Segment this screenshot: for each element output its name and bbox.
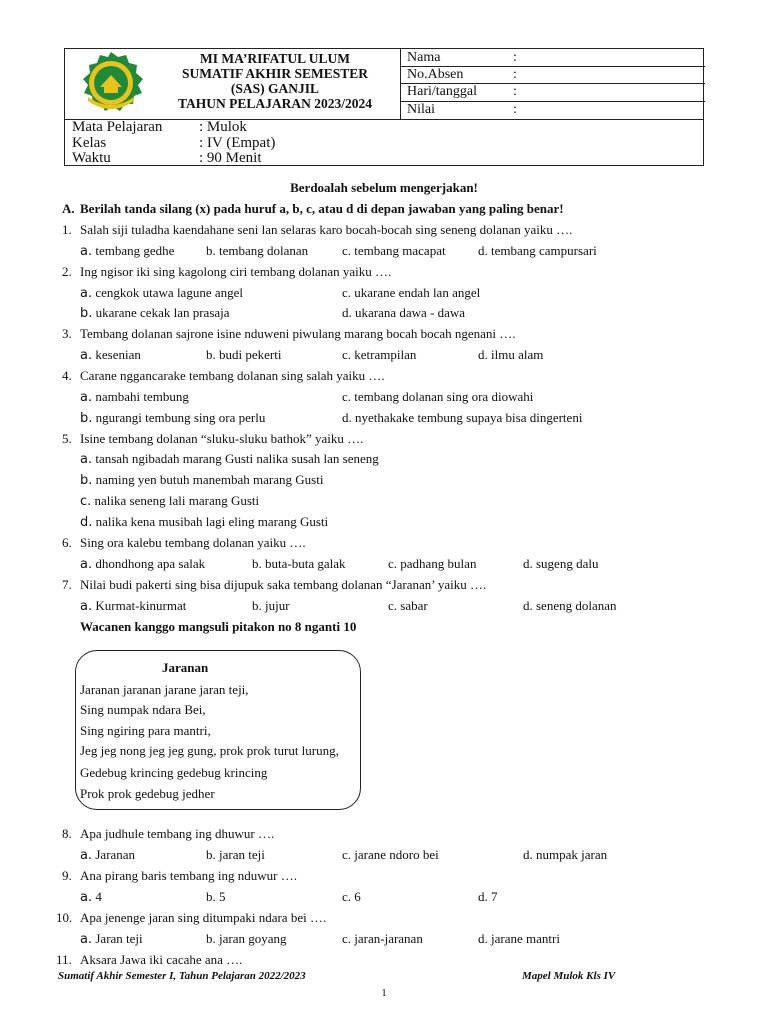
question-number: 3. xyxy=(62,326,72,341)
poem-title: Jaranan xyxy=(162,660,209,675)
academic-year: TAHUN PELAJARAN 2023/2024 xyxy=(177,96,372,111)
option-b[interactable]: b. buta-buta galak xyxy=(252,556,346,571)
option-text: Jaranan xyxy=(95,847,136,862)
option-b[interactable]: b. tembang dolanan xyxy=(206,243,309,258)
option-d[interactable]: d. sugeng dalu xyxy=(523,556,599,571)
option-d[interactable]: d. nyethakake tembung supaya bisa dingerteni xyxy=(342,410,583,425)
option-b[interactable] xyxy=(80,472,323,488)
option-letter: b. xyxy=(80,473,93,488)
reading-instruction: Wacanen kanggo mangsuli pitakon no 8 nganti 10 xyxy=(80,619,357,634)
question-text: Tembang dolanan sajrone isine nduweni piwulang marang bocah bocah ngenani …. xyxy=(80,326,516,341)
option-d[interactable]: d. ukarana dawa - dawa xyxy=(342,305,466,320)
question-number: 6. xyxy=(62,535,72,550)
section-a-letter: A. xyxy=(62,201,75,216)
option-a[interactable] xyxy=(80,598,186,614)
question-number: 2. xyxy=(62,264,72,279)
absen-field[interactable]: : xyxy=(513,67,517,82)
option-letter: b. xyxy=(80,306,93,321)
option-text: tansah ngibadah marang Gusti nalika susah lan seneng xyxy=(95,451,379,466)
date-field[interactable]: : xyxy=(513,84,517,99)
option-b[interactable] xyxy=(80,410,265,426)
option-text: ngurangi tembung sing ora perlu xyxy=(95,410,266,425)
option-a[interactable] xyxy=(80,931,143,947)
class-label: Kelas xyxy=(72,135,107,151)
option-letter: a. xyxy=(80,557,93,572)
option-text: nambahi tembung xyxy=(95,389,189,404)
exam-title-line2: (SAS) GANJIL xyxy=(230,81,320,96)
subject-label: Mata Pelajaran xyxy=(72,119,163,135)
footer-right: Mapel Mulok Kls IV xyxy=(522,970,616,982)
option-letter: a. xyxy=(80,244,93,259)
school-logo xyxy=(74,51,148,115)
option-d[interactable]: d. ilmu alam xyxy=(478,347,544,362)
option-c[interactable] xyxy=(80,493,259,509)
question-number: 5. xyxy=(62,431,72,446)
option-letter: a. xyxy=(80,890,93,905)
option-a[interactable] xyxy=(80,847,135,863)
option-a[interactable] xyxy=(80,889,102,905)
question-number: 1. xyxy=(62,222,72,237)
option-c[interactable]: c. ukarane endah lan angel xyxy=(342,285,481,300)
question-number: 9. xyxy=(62,868,72,883)
time-value: : 90 Menit xyxy=(199,150,262,166)
school-heading xyxy=(150,51,400,111)
question-text: Salah siji tuladha kaendahane seni lan selaras karo bocah-bocah sing seneng dolanan yaiku …. xyxy=(80,222,573,237)
option-letter: a. xyxy=(80,599,93,614)
question-text: Nilai budi pakerti sing bisa dijupuk saka tembang dolanan “Jaranan’ yaiku …. xyxy=(80,577,487,592)
option-text: ukarane cekak lan prasaja xyxy=(95,305,230,320)
option-d[interactable]: d. numpak jaran xyxy=(523,847,608,862)
question-text: Ing ngisor iki sing kagolong ciri tembang dolanan yaiku …. xyxy=(80,264,392,279)
option-b[interactable]: b. jaran teji xyxy=(206,847,265,862)
option-a[interactable] xyxy=(80,556,205,572)
poem-line: Jaranan jaranan jarane jaran teji, xyxy=(80,682,249,697)
exam-header-table xyxy=(64,48,704,166)
poem-line: Sing ngiring para mantri, xyxy=(80,723,211,738)
option-c[interactable]: c. ketrampilan xyxy=(342,347,417,362)
option-b[interactable] xyxy=(80,305,230,321)
option-d[interactable]: d. 7 xyxy=(478,889,498,904)
score-field[interactable]: : xyxy=(513,102,517,117)
option-d[interactable] xyxy=(80,514,328,530)
option-a[interactable] xyxy=(80,451,379,467)
option-text: Kurmat-kinurmat xyxy=(95,598,187,613)
time-label: Waktu xyxy=(72,150,111,166)
option-text: naming yen butuh manembah marang Gusti xyxy=(95,472,324,487)
option-letter: a. xyxy=(80,932,93,947)
option-c[interactable]: c. tembang dolanan sing ora diowahi xyxy=(342,389,534,404)
option-c[interactable]: c. sabar xyxy=(388,598,428,613)
option-d[interactable]: d. seneng dolanan xyxy=(523,598,617,613)
option-letter: a. xyxy=(80,390,93,405)
option-letter: d. xyxy=(80,515,93,530)
option-c[interactable]: c. 6 xyxy=(342,889,361,904)
question-text: Isine tembang dolanan “sluku-sluku bathok” yaiku …. xyxy=(80,431,364,446)
name-label: Nama xyxy=(407,50,441,65)
option-b[interactable]: b. budi pekerti xyxy=(206,347,282,362)
school-name: MI MA’RIFATUL ULUM xyxy=(200,51,350,66)
question-text: Ana pirang baris tembang ing nduwur …. xyxy=(80,868,297,883)
header-divider xyxy=(400,49,401,119)
class-value: : IV (Empat) xyxy=(199,135,276,151)
option-b[interactable]: b. jaran goyang xyxy=(206,931,287,946)
option-d[interactable]: d. jarane mantri xyxy=(478,931,560,946)
poem-line: Sing numpak ndara Bei, xyxy=(80,702,206,717)
question-text: Apa jenenge jaran sing ditumpaki ndara bei …. xyxy=(80,910,327,925)
question-text: Carane nggancarake tembang dolanan sing salah yaiku …. xyxy=(80,368,385,383)
option-c[interactable]: c. padhang bulan xyxy=(388,556,477,571)
option-a[interactable] xyxy=(80,347,141,363)
option-letter: a. xyxy=(80,848,93,863)
option-text: cengkok utawa lagune angel xyxy=(95,285,243,300)
option-text: dhondhong apa salak xyxy=(95,556,206,571)
question-number: 4. xyxy=(62,368,72,383)
question-number: 8. xyxy=(62,826,72,841)
option-text: nalika seneng lali marang Gusti xyxy=(94,493,260,508)
question-number: 11. xyxy=(56,952,72,967)
option-letter: b. xyxy=(80,411,93,426)
question-text: Apa judhule tembang ing dhuwur …. xyxy=(80,826,275,841)
option-c[interactable]: c. jarane ndoro bei xyxy=(342,847,439,862)
option-a[interactable] xyxy=(80,389,189,405)
option-text: kesenian xyxy=(95,347,141,362)
poem-line: Gedebug krincing gedebug krincing xyxy=(80,765,268,780)
option-a[interactable] xyxy=(80,285,243,301)
option-text: Jaran teji xyxy=(95,931,143,946)
page-number: 1 xyxy=(381,987,387,999)
footer-left: Sumatif Akhir Semester I, Tahun Pelajaran 2022/2023 xyxy=(58,970,306,982)
question-text: Aksara Jawa iki cacahe ana …. xyxy=(80,952,243,967)
question-number: 7. xyxy=(62,577,72,592)
option-letter: a. xyxy=(80,348,93,363)
option-text: nalika kena musibah lagi eling marang Gusti xyxy=(95,514,329,529)
question-number: 10. xyxy=(56,910,73,925)
option-letter: a. xyxy=(80,286,93,301)
name-field[interactable]: : xyxy=(513,50,517,65)
option-c[interactable]: c. tembang macapat xyxy=(342,243,446,258)
option-text: tembang gedhe xyxy=(95,243,175,258)
option-letter: a. xyxy=(80,452,93,467)
poem-line: Jeg jeg nong jeg jeg gung, prok prok turut lurung, xyxy=(80,743,339,758)
score-label: Nilai xyxy=(407,102,435,117)
absen-label: No.Absen xyxy=(407,67,464,82)
option-b[interactable]: b. jujur xyxy=(252,598,290,613)
poem-line: Prok prok gedebug jedher xyxy=(80,786,215,801)
option-a[interactable] xyxy=(80,243,174,259)
identity-row-line xyxy=(401,101,705,102)
exam-title-line1: SUMATIF AKHIR SEMESTER xyxy=(181,66,369,81)
option-text: 4 xyxy=(95,889,102,904)
prayer-note: Berdoalah sebelum mengerjakan! xyxy=(290,180,478,195)
section-a-instruction: Berilah tanda silang (x) pada huruf a, b, c, atau d di depan jawaban yang paling benar! xyxy=(80,201,564,216)
option-letter: c. xyxy=(80,494,92,509)
question-text: Sing ora kalebu tembang dolanan yaiku …. xyxy=(80,535,306,550)
option-d[interactable]: d. tembang campursari xyxy=(478,243,597,258)
date-label: Hari/tanggal xyxy=(407,84,477,99)
option-b[interactable]: b. 5 xyxy=(206,889,226,904)
option-c[interactable]: c. jaran-jaranan xyxy=(342,931,423,946)
subject-value: : Mulok xyxy=(199,119,247,135)
